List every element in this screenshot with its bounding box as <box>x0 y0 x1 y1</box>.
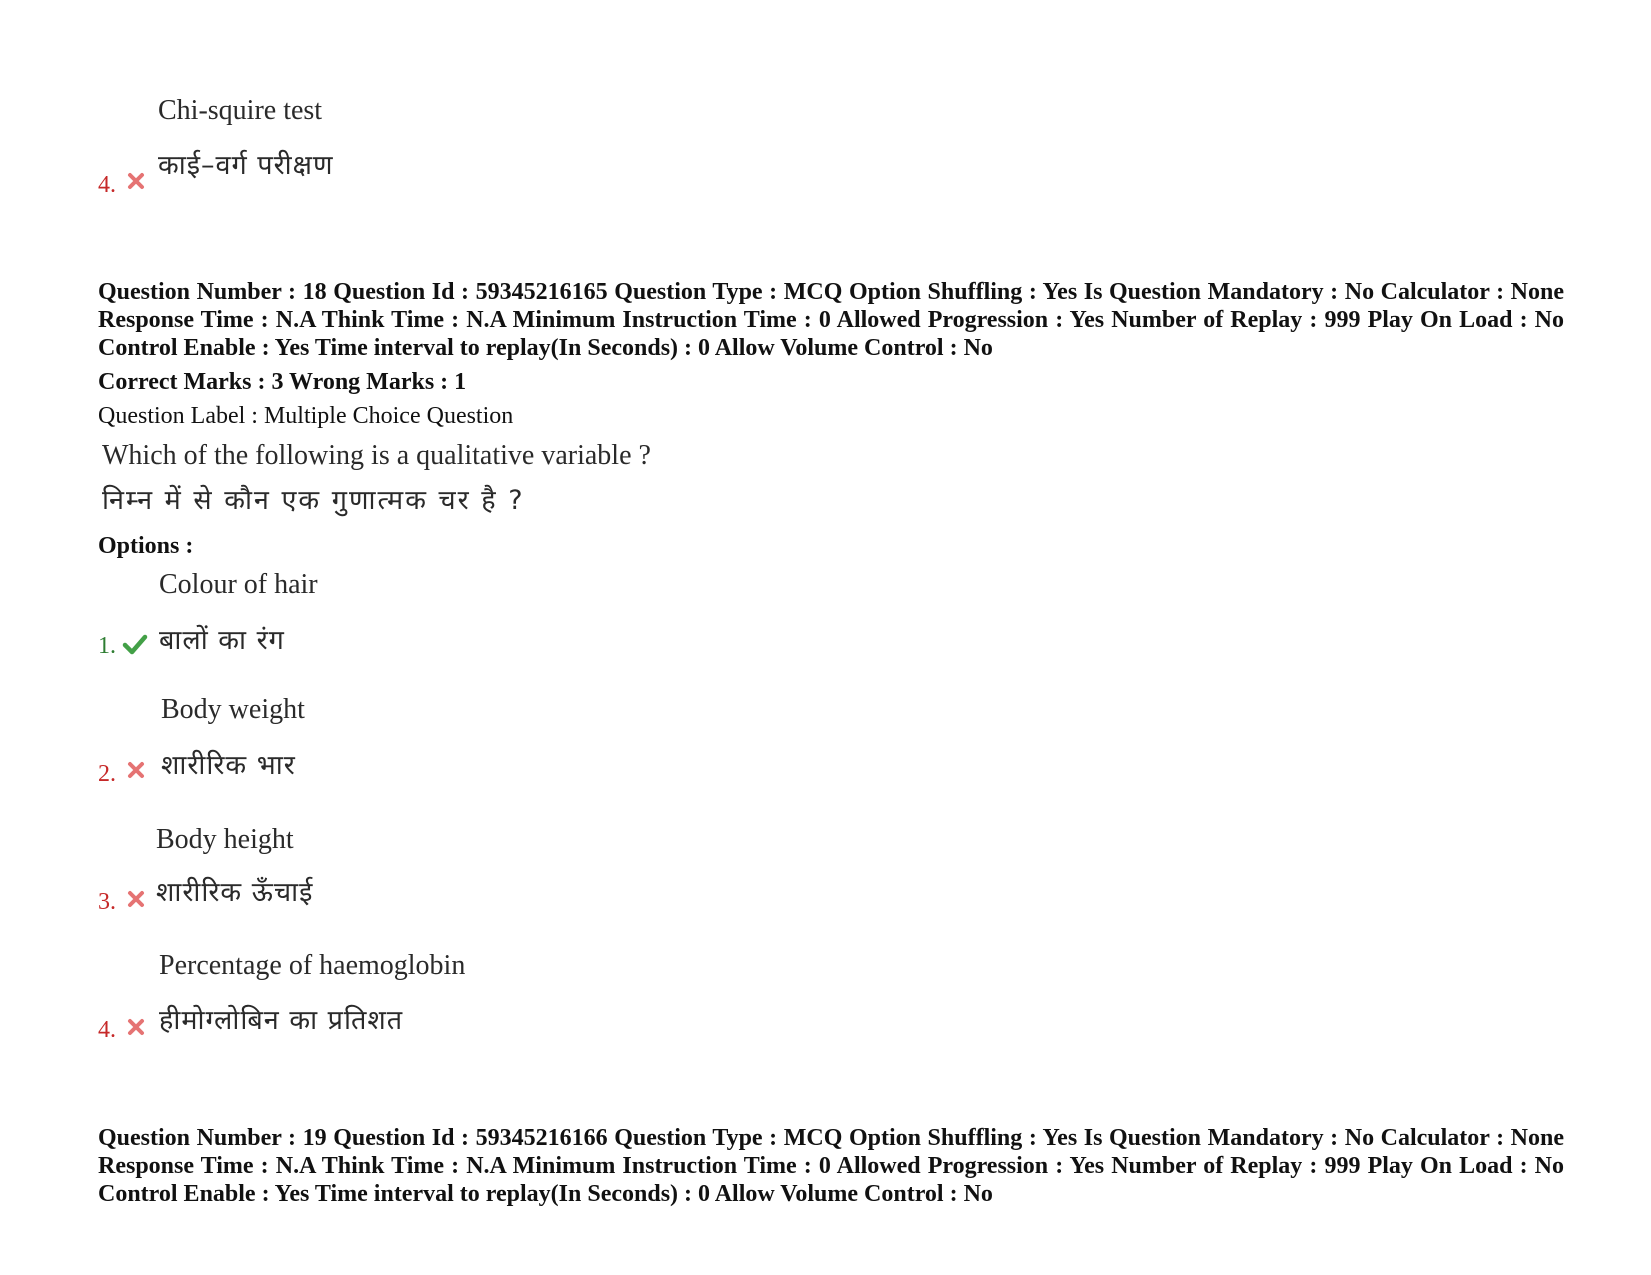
option-2-hindi: शारीरिक भार <box>161 750 296 781</box>
question-18-marks: Correct Marks : 3 Wrong Marks : 1 <box>98 369 467 395</box>
option-3-number: 3. <box>98 889 116 915</box>
option-3-hindi: शारीरिक ऊँचाई <box>156 877 314 908</box>
option-2-number: 2. <box>98 761 116 787</box>
cross-icon <box>126 171 146 196</box>
cross-icon <box>126 889 146 914</box>
option-4-hindi: हीमोग्लोबिन का प्रतिशत <box>159 1005 404 1036</box>
prev-option-4-hindi: काई–वर्ग परीक्षण <box>158 150 334 181</box>
option-4-number: 4. <box>98 1017 116 1043</box>
question-18-text-hindi: निम्न में से कौन एक गुणात्मक चर है ? <box>102 485 525 516</box>
option-2-english: Body weight <box>161 694 305 725</box>
prev-option-4-english: Chi-squire test <box>158 95 323 126</box>
question-19-metadata: Question Number : 19 Question Id : 59345216166 Question Type : MCQ Option Shuffling : Yes Is Question Mandatory : No Calculator : None Response Time : N.A Think Time : N.A Minimum Instruction Time : 0 Allowed Progression : Yes Number of Replay : 999 Play On Load : No Control Enable : Yes Time interval to replay(In Seconds) : 0 Allow Volume Control : No <box>98 1125 1564 1207</box>
option-1-english: Colour of hair <box>159 569 318 600</box>
option-3-english: Body height <box>156 824 294 855</box>
options-heading: Options : <box>98 533 194 559</box>
cross-icon <box>126 760 146 785</box>
check-icon <box>122 633 148 660</box>
option-1-hindi: बालों का रंग <box>159 625 285 656</box>
option-1-number: 1. <box>98 633 116 659</box>
question-18-metadata: Question Number : 18 Question Id : 59345216165 Question Type : MCQ Option Shuffling : Yes Is Question Mandatory : No Calculator : None Response Time : N.A Think Time : N.A Minimum Instruction Time : 0 Allowed Progression : Yes Number of Replay : 999 Play On Load : No Control Enable : Yes Time interval to replay(In Seconds) : 0 Allow Volume Control : No <box>98 279 1564 361</box>
cross-icon <box>126 1017 146 1042</box>
prev-option-4-number: 4. <box>98 172 116 198</box>
question-18-text-english: Which of the following is a qualitative variable ? <box>102 440 651 471</box>
question-18-label: Question Label : Multiple Choice Question <box>98 403 514 429</box>
option-4-english: Percentage of haemoglobin <box>159 950 466 981</box>
